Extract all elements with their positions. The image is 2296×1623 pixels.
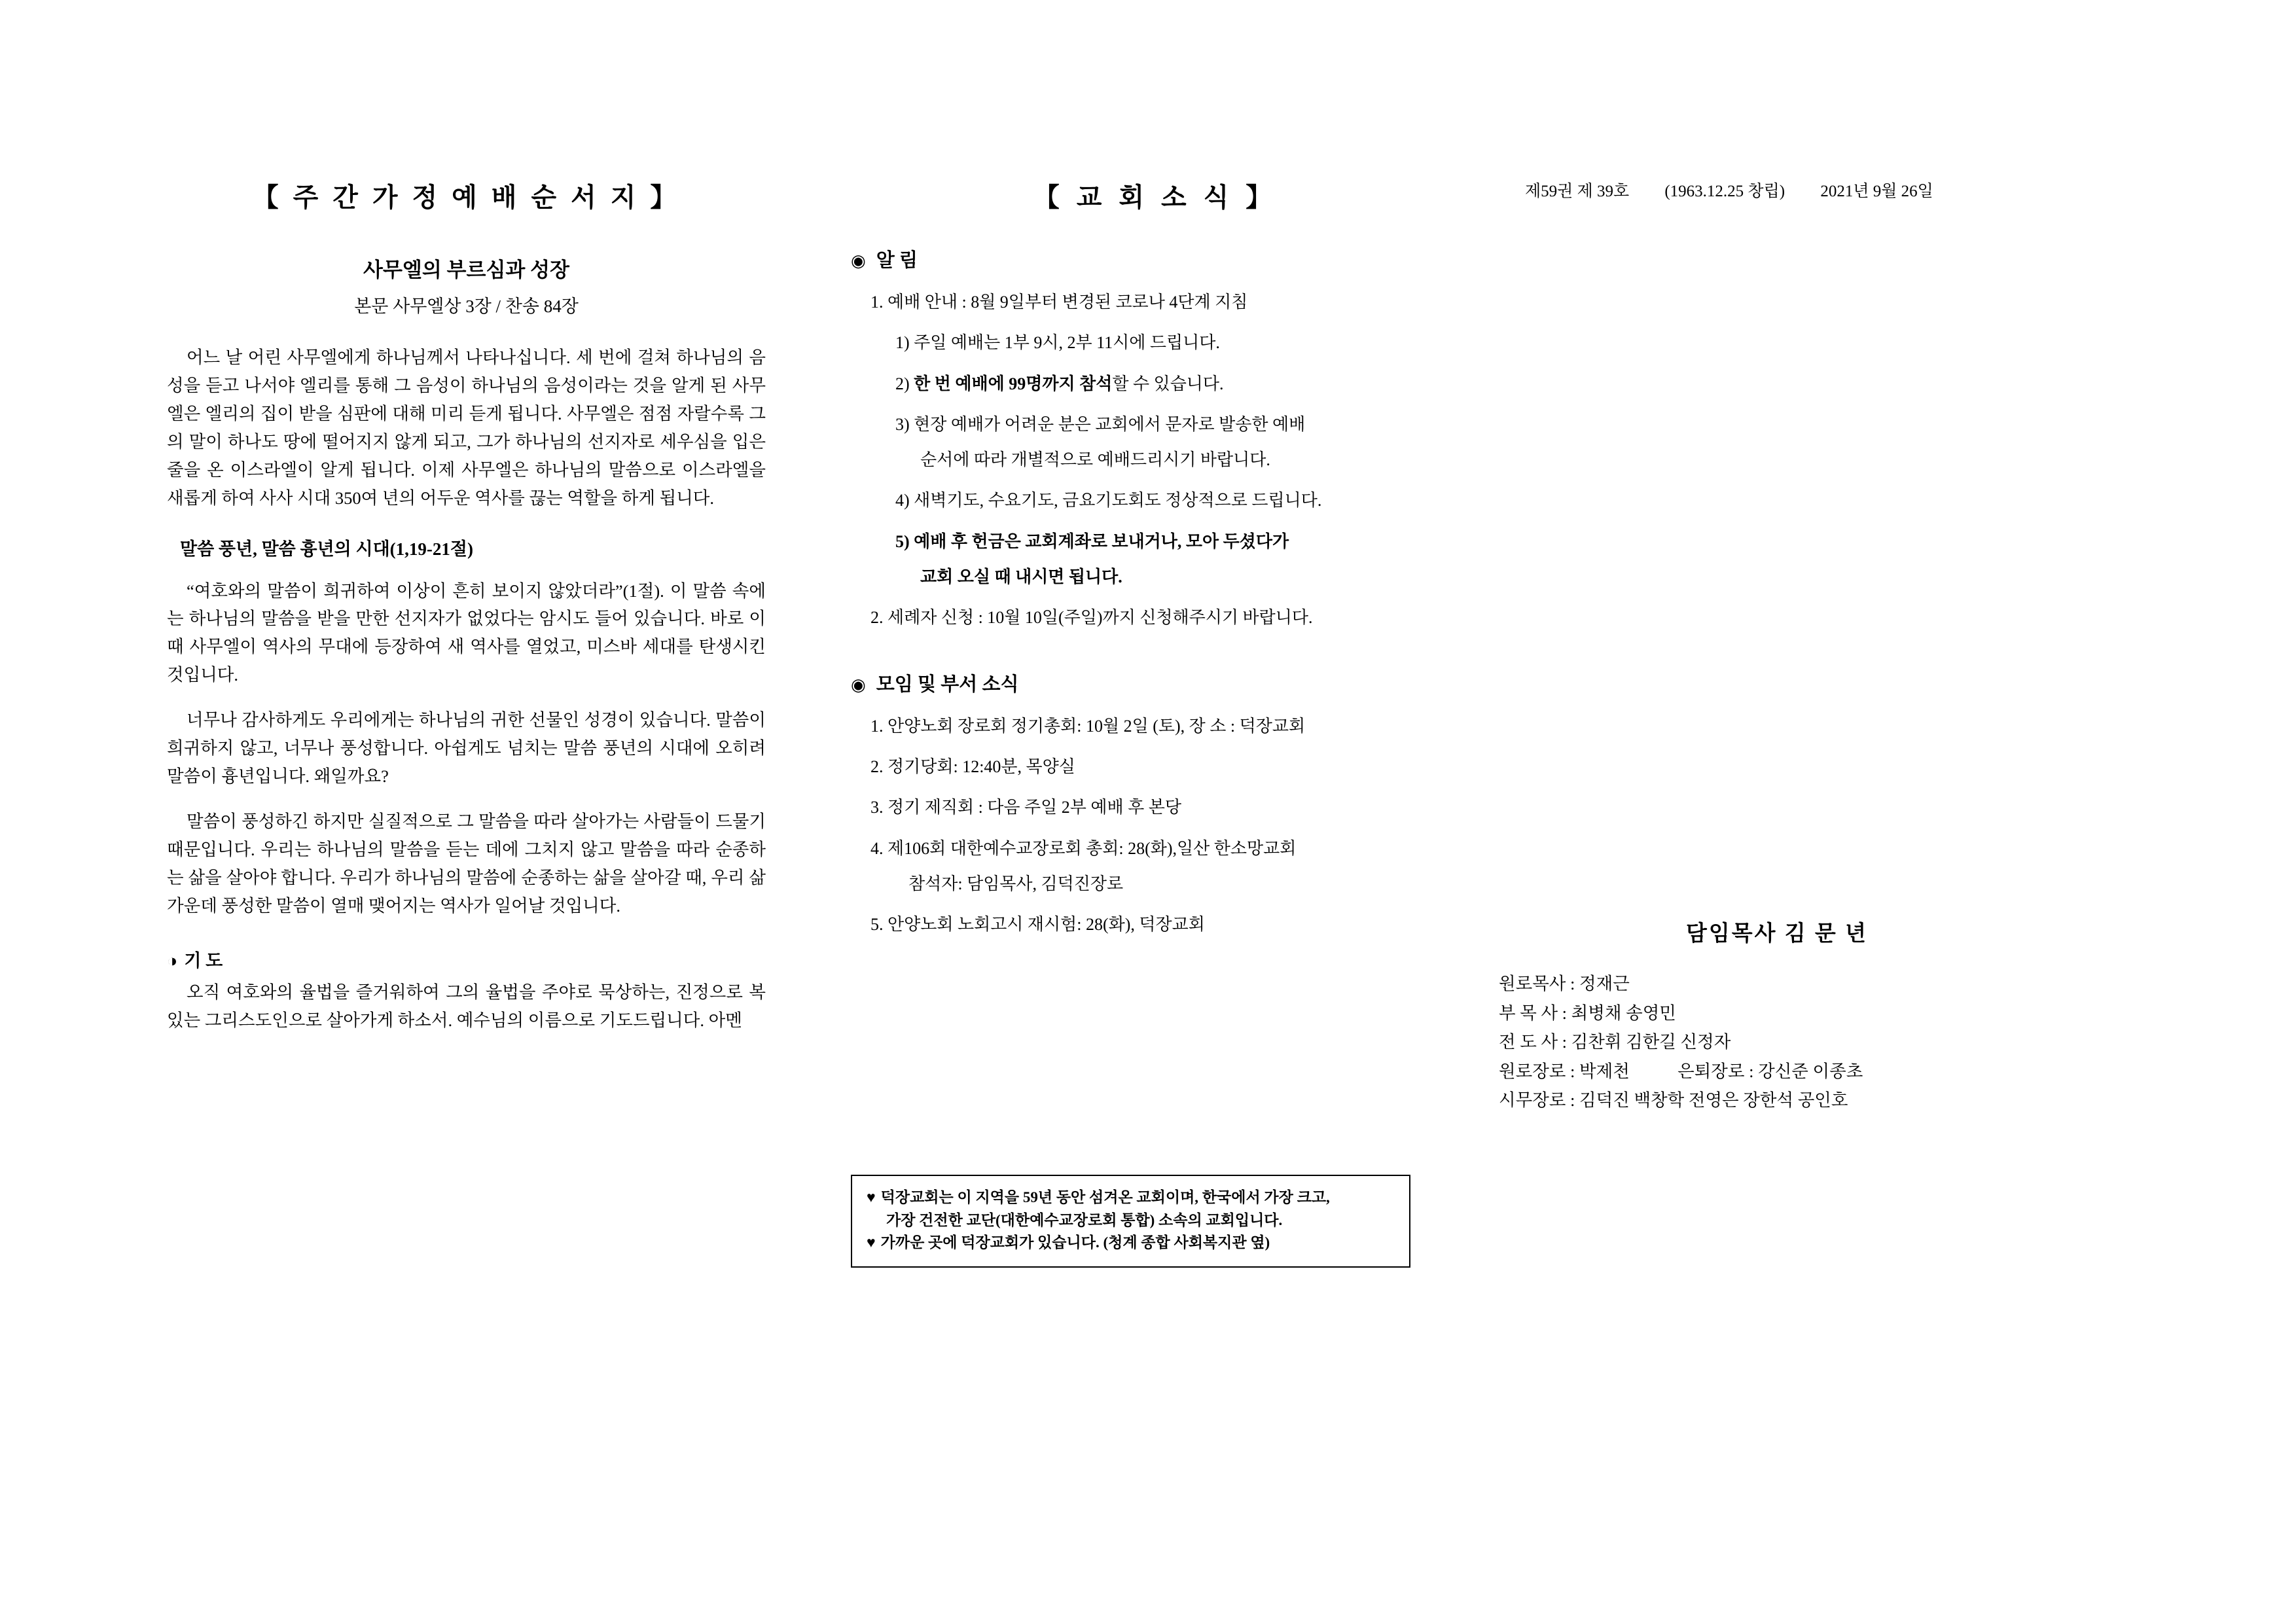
masthead-date: 2021년 9월 26일 — [1820, 183, 1933, 200]
prayer-heading-label: 기 도 — [184, 950, 223, 971]
prayer-text: 오직 여호와의 율법을 즐거워하여 그의 율법을 주야로 묵상하는, 진정으로 복 있는 그리스도인으로 살아가게 하소서. 예수님의 이름으로 기도드립니다. 아멘 — [167, 982, 766, 1030]
masthead — [1525, 178, 1933, 202]
church-notice-box — [851, 1175, 1410, 1268]
sermon-title: 사무엘의 부르심과 성장 — [363, 259, 569, 281]
list-item — [895, 330, 1466, 356]
list-item-number: 4. — [870, 838, 884, 858]
staff-names: 정재근 — [1579, 974, 1630, 993]
staff-role: 전 도 사 : — [1499, 1032, 1568, 1052]
list-item — [895, 488, 1466, 514]
list-item-text: 주일 예배는 1부 9시, 2부 11시에 드립니다. — [914, 333, 1220, 353]
notice-line: 가장 건전한 교단(대한예수교장로회 통합) 소속의 교회입니다. — [886, 1211, 1283, 1228]
staff-block — [1499, 916, 2153, 1115]
list-item-text: 세례자 신청 : 10월 10일(주일)까지 신청해주시기 바랍니다. — [888, 608, 1313, 628]
list-item-number: 5) — [895, 531, 910, 551]
list-item-number: 1. — [870, 716, 884, 736]
sermon-section-heading: 말씀 풍년, 말씀 흉년의 시대(1,19-21절) — [180, 539, 473, 559]
half-circle-icon: ◑ — [167, 950, 178, 971]
sermon-subtitle: 본문 사무엘상 3장 / 찬송 84장 — [354, 296, 579, 316]
list-item-emphasis: 한 번 예배에 99명까지 참석 — [914, 374, 1113, 393]
list-item-text: 제106회 대한예수교장로회 총회: 28(화),일산 한소망교회 — [888, 838, 1297, 858]
staff-role: 원로목사 : — [1499, 974, 1575, 993]
list-item — [895, 529, 1466, 591]
left-column-title: 【 주 간 가 정 예 배 순 서 지 】 — [252, 183, 681, 212]
staff-names: 최병채 송영민 — [1571, 1003, 1676, 1023]
notice-text: 덕장교회는 이 지역을 59년 동안 섬겨온 교회이며, 한국에서 가장 크고, — [880, 1189, 1330, 1205]
heart-icon: ♥ — [867, 1189, 876, 1205]
middle-column — [844, 177, 1466, 952]
list-item — [870, 754, 1466, 780]
list-item-emphasis: 예배 후 헌금은 교회계좌로 보내거나, 모아 두셨다가 — [914, 531, 1289, 551]
staff-line — [1499, 1027, 2153, 1057]
list-item — [870, 794, 1466, 821]
staff-line — [1499, 969, 2153, 999]
list-item-continuation: 순서에 따라 개별적으로 예배드리시기 바랍니다. — [920, 450, 1270, 470]
masthead-founded: (1963.12.25 창립) — [1664, 183, 1785, 200]
list-item-text: 새벽기도, 수요기도, 금요기도회도 정상적으로 드립니다. — [914, 491, 1322, 510]
list-item-text: 안양노회 장로회 정기총회: 10월 2일 (토), 장 소 : 덕장교회 — [888, 716, 1306, 736]
list-item-text: 안양노회 노회고시 재시험: 28(화), 덕장교회 — [888, 915, 1205, 935]
list-item-number: 4) — [895, 491, 910, 510]
news-group-label: 알 림 — [876, 250, 918, 271]
list-item — [870, 289, 1466, 315]
bullet-circle-icon: ◉ — [851, 675, 866, 694]
notice-line — [867, 1186, 1396, 1209]
list-item-number: 2) — [895, 374, 910, 393]
list-item-number: 5. — [870, 915, 884, 935]
staff-line — [1499, 1086, 2153, 1115]
list-item-text: 예배 안내 : 8월 9일부터 변경된 코로나 4단계 지침 — [888, 293, 1248, 312]
list-item-text: 정기 제직회 : 다음 주일 2부 예배 후 본당 — [888, 798, 1181, 817]
news-group-heading — [851, 669, 1466, 696]
prayer-heading — [167, 946, 766, 972]
news-group-heading — [851, 245, 1466, 272]
list-item-continuation: 교회 오실 때 내시면 됩니다. — [920, 567, 1122, 587]
staff-names: 김찬휘 김한길 신정자 — [1571, 1032, 1731, 1052]
list-item — [870, 836, 1466, 898]
list-item — [870, 912, 1466, 938]
list-item — [870, 713, 1466, 740]
staff-role: 원로장로 : — [1499, 1061, 1575, 1081]
sermon-paragraph: 너무나 감사하게도 우리에게는 하나님의 귀한 선물인 성경이 있습니다. 말씀이 희귀하지 않고, 너무나 풍성합니다. 아쉽게도 넘치는 말씀 풍년의 시대에 오히려 말씀이 흉년입니다. 왜일까요? — [167, 710, 766, 787]
staff-line — [1499, 999, 2153, 1028]
staff-line — [1499, 1057, 2153, 1086]
news-column-title: 【 교 회 소 식 】 — [1033, 183, 1278, 212]
staff-role: 시무장로 : — [1499, 1090, 1575, 1111]
masthead-volume: 제59권 제 39호 — [1525, 183, 1630, 200]
list-item-number: 3. — [870, 798, 884, 817]
list-item-text: 할 수 있습니다. — [1112, 374, 1224, 393]
left-column — [167, 177, 766, 1052]
notice-text: 가까운 곳에 덕장교회가 있습니다. (청계 종합 사회복지관 옆) — [880, 1234, 1270, 1251]
list-item-number: 1) — [895, 333, 910, 353]
list-item-number: 2. — [870, 608, 884, 628]
list-item-text: 현장 예배가 어려운 분은 교회에서 문자로 발송한 예배 — [914, 414, 1306, 434]
bullet-circle-icon: ◉ — [851, 251, 866, 270]
staff-role: 부 목 사 : — [1499, 1003, 1568, 1023]
sermon-paragraph: 어느 날 어린 사무엘에게 하나님께서 나타나십니다. 세 번에 걸쳐 하나님의 음성을 듣고 나서야 엘리를 통해 그 음성이 하나님의 음성이라는 것을 알게 된 사무엘은 엘리의 집이 받을 심판에 대해 미리 듣게 됩니다. 사무엘은 점점 자랄수록 그의 말이 하나도 땅에 떨어지지 않게 되고, 그가 하나님의 선지자로 세우심을 입은 줄을 온 이스라엘이 알게 됩니다. 이제 사무엘은 하나님의 말씀으로 이스라엘을 새롭게 하여 사사 시대 350여 년의 어두운 역사를 끊는 역할을 하게 됩니다. — [167, 348, 766, 508]
list-item — [895, 412, 1466, 474]
list-item — [895, 371, 1466, 397]
sermon-paragraph: “여호와의 말씀이 희귀하여 이상이 흔히 보이지 않았더라”(1절). 이 말씀 속에는 하나님의 말씀을 받을 만한 선지자가 없었다는 암시도 들어 있습니다. 바로 이때 사무엘이 역사의 무대에 등장하여 새 역사를 열었고, 미스바 세대를 탄생시킨 것입니다. — [167, 580, 766, 685]
staff-role-secondary: 은퇴장로 : — [1677, 1061, 1754, 1081]
list-item-number: 2. — [870, 757, 884, 776]
list-item-number: 3) — [895, 414, 910, 434]
list-item-text: 정기당회: 12:40분, 목양실 — [888, 757, 1075, 776]
staff-names: 김덕진 백창학 전영은 장한석 공인호 — [1579, 1090, 1848, 1111]
heart-icon: ♥ — [867, 1234, 876, 1251]
staff-names-secondary: 강신준 이종초 — [1758, 1061, 1863, 1081]
list-item-continuation: 참석자: 담임목사, 김덕진장로 — [908, 874, 1124, 893]
sermon-paragraph: 말씀이 풍성하긴 하지만 실질적으로 그 말씀을 따라 살아가는 사람들이 드물기 때문입니다. 우리는 하나님의 말씀을 듣는 데에 그치지 않고 말씀을 따라 순종하는 삶을 살아야 합니다. 우리가 하나님의 말씀에 순종하는 삶을 살아갈 때, 우리 삶 가운데 풍성한 말씀이 열매 맺어지는 역사가 일어날 것입니다. — [167, 811, 766, 916]
senior-pastor-name: 담임목사 김 문 년 — [1686, 922, 1868, 946]
list-item-number: 1. — [870, 293, 884, 312]
list-item — [870, 605, 1466, 631]
staff-names: 박제천 — [1579, 1061, 1630, 1081]
news-group-label: 모임 및 부서 소식 — [876, 673, 1019, 695]
notice-line — [867, 1232, 1396, 1255]
